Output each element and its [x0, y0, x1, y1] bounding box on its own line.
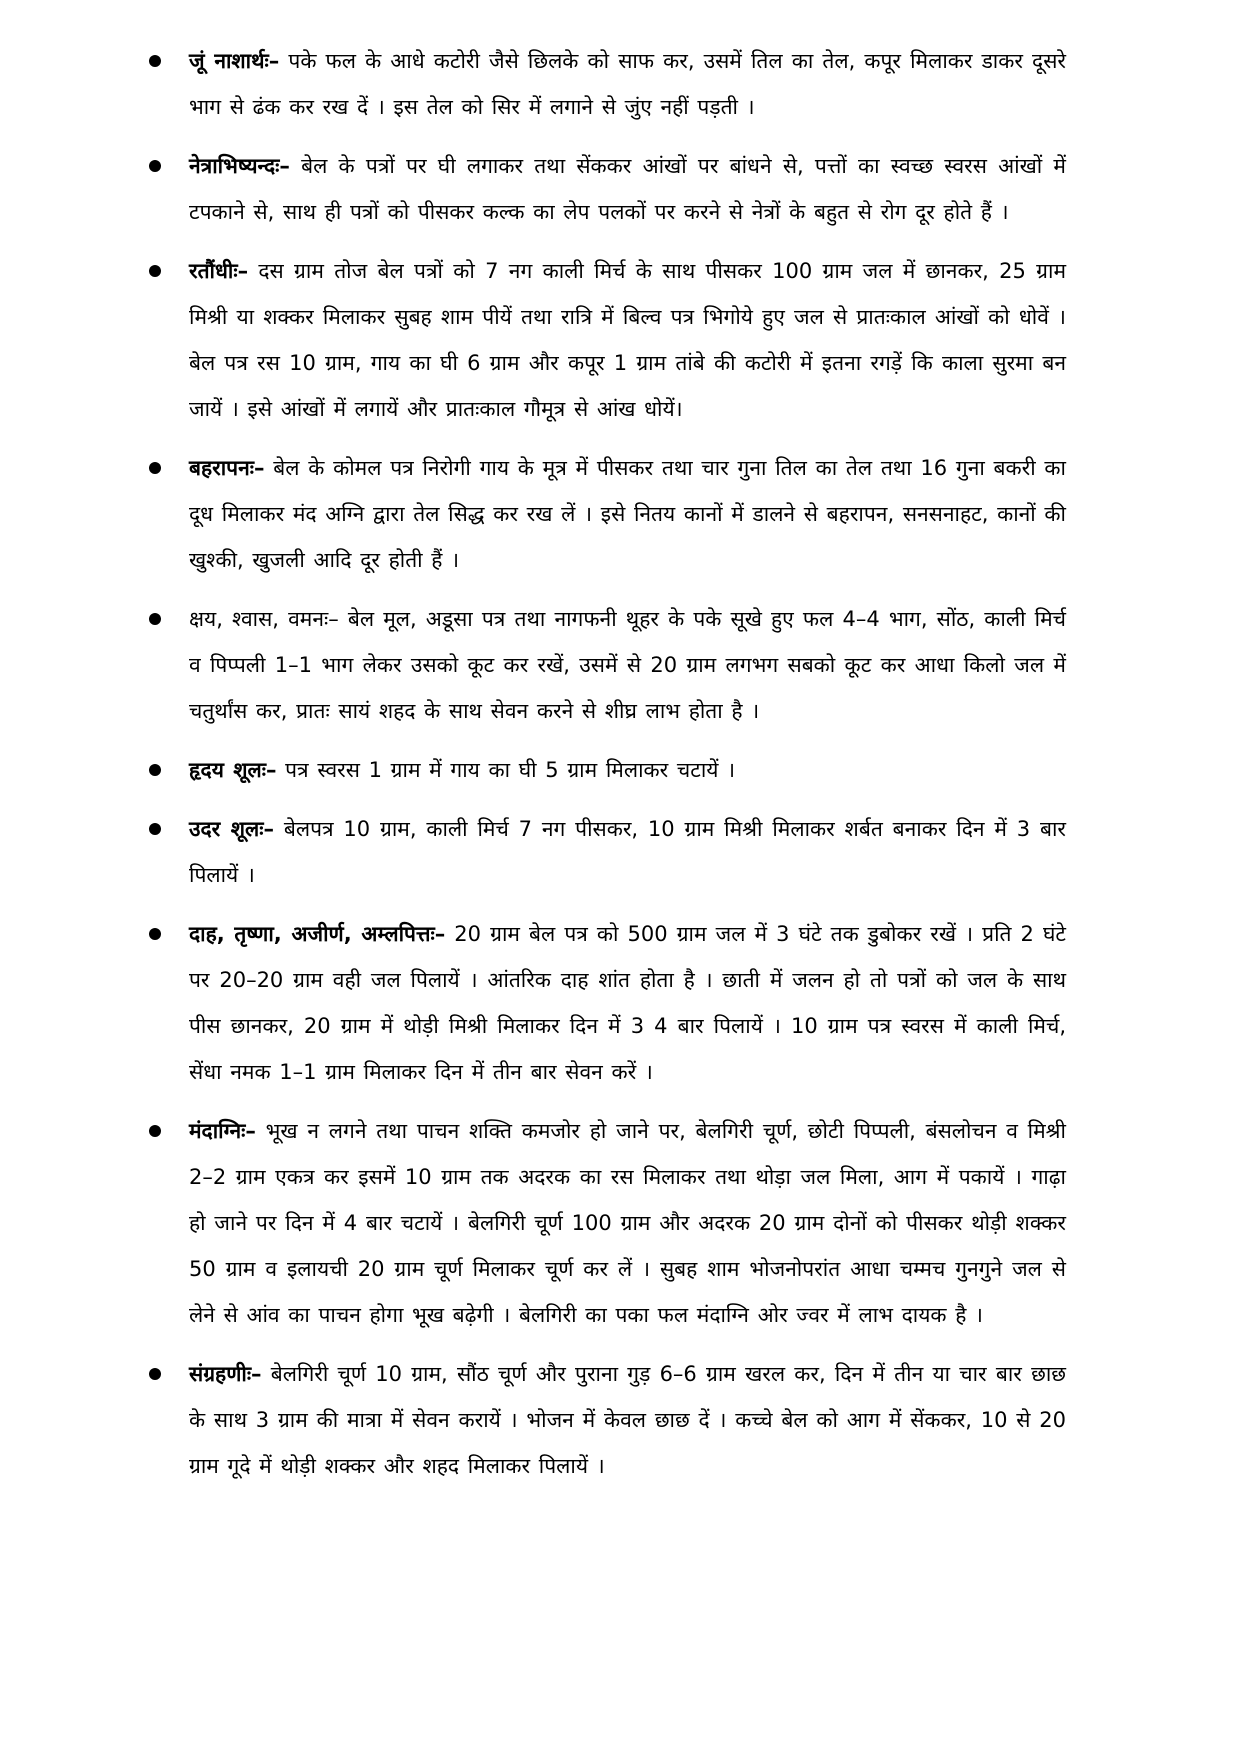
remedy-term: संग्रहणीः–	[189, 1362, 262, 1386]
list-item	[0, 38, 1066, 130]
remedy-text: बेलगिरी चूर्ण 10 ग्राम, सौंठ चूर्ण और पुराना गुड़ 6–6 ग्राम खरल कर, दिन में तीन या चार बार छाछ के साथ 3 ग्राम की मात्रा में सेवन करायें । भोजन में केवल छाछ दें । कच्चे बेल को आग में सेंककर, 10 से 20 ग्राम गूदे में थोड़ी शक्कर और शहद मिलाकर पिलायें ।	[189, 1362, 1066, 1478]
remedy-term: रतौंधीः–	[189, 259, 249, 283]
remedy-text: क्षय, श्वास, वमनः– बेल मूल, अडूसा पत्र तथा नागफनी थूहर के पके सूखे हुए फल 4–4 भाग, सोंठ, काली मिर्च व पिप्पली 1–1 भाग लेकर उसको कूट कर रखें, उसमें से 20 ग्राम लगभग सबको कूट कर आधा किलो जल में चतुर्थांस कर, प्रातः सायं शहद के साथ सेवन करने से शीघ्र लाभ होता है ।	[189, 607, 1066, 723]
list-item	[0, 445, 1066, 583]
remedy-text: बेलपत्र 10 ग्राम, काली मिर्च 7 नग पीसकर, 10 ग्राम मिश्री मिलाकर शर्बत बनाकर दिन में 3 बार पिलायें ।	[189, 817, 1066, 887]
remedy-term: बहरापनः–	[189, 456, 265, 480]
bullet-icon	[149, 160, 161, 172]
remedy-term: जूं नाशार्थः–	[189, 49, 280, 73]
remedy-text: पत्र स्वरस 1 ग्राम में गाय का घी 5 ग्राम मिलाकर चटायें ।	[276, 758, 736, 782]
remedy-list	[0, 38, 1240, 1502]
remedy-text: बेल के पत्रों पर घी लगाकर तथा सेंककर आंखों पर बांधने से, पत्तों का स्वच्छ स्वरस आंखों में टपकाने से, साथ ही पत्रों को पीसकर कल्क का लेप पलकों पर करने से नेत्रों के बहुत से रोग दूर होते हैं ।	[189, 154, 1066, 224]
bullet-icon	[149, 55, 161, 67]
remedy-text: पके फल के आधे कटोरी जैसे छिलके को साफ कर, उसमें तिल का तेल, कपूर मिलाकर डाकर दूसरे भाग से ढंक कर रख दें । इस तेल को सिर में लगाने से जुंए नहीं पड़ती ।	[189, 49, 1066, 119]
bullet-icon	[149, 764, 161, 776]
bullet-icon	[149, 1368, 161, 1380]
list-item	[0, 806, 1066, 898]
list-item	[0, 1108, 1066, 1338]
bullet-icon	[149, 613, 161, 625]
bullet-icon	[149, 1125, 161, 1137]
remedy-term: उदर शूलः–	[189, 817, 274, 841]
remedy-term: हृदय शूलः–	[189, 758, 277, 782]
remedy-term: मंदाग्निः–	[189, 1119, 256, 1143]
bullet-icon	[149, 928, 161, 940]
list-item	[0, 596, 1066, 734]
list-item	[0, 747, 1066, 793]
bullet-icon	[149, 462, 161, 474]
list-item	[0, 1351, 1066, 1489]
remedy-text: दस ग्राम तोज बेल पत्रों को 7 नग काली मिर्च के साथ पीसकर 100 ग्राम जल में छानकर, 25 ग्राम मिश्री या शक्कर मिलाकर सुबह शाम पीयें तथा रात्रि में बिल्व पत्र भिगोये हुए जल से प्रातःकाल आंखों को धोवें । बेल पत्र रस 10 ग्राम, गाय का घी 6 ग्राम और कपूर 1 ग्राम तांबे की कटोरी में इतना रगड़ें कि काला सुरमा बन जायें । इसे आंखों में लगायें और प्रातःकाल गौमूत्र से आंख धोयें।	[189, 259, 1066, 421]
remedy-term: दाह, तृष्णा, अजीर्ण, अम्लपित्तः–	[189, 922, 446, 946]
list-item	[0, 143, 1066, 235]
remedy-term: नेत्राभिष्यन्दः–	[189, 154, 290, 178]
list-item	[0, 911, 1066, 1095]
list-item	[0, 248, 1066, 432]
remedy-text: बेल के कोमल पत्र निरोगी गाय के मूत्र में पीसकर तथा चार गुना तिल का तेल तथा 16 गुना बकरी का दूध मिलाकर मंद अग्नि द्वारा तेल सिद्ध कर रख लें । इसे नितय कानों में डालने से बहरापन, सनसनाहट, कानों की खुश्की, खुजली आदि दूर होती हैं ।	[189, 456, 1066, 572]
remedy-text: भूख न लगने तथा पाचन शक्ति कमजोर हो जाने पर, बेलगिरी चूर्ण, छोटी पिप्पली, बंसलोचन व मिश्री 2–2 ग्राम एकत्र कर इसमें 10 ग्राम तक अदरक का रस मिलाकर तथा थोड़ा जल मिला, आग में पकायें । गाढ़ा हो जाने पर दिन में 4 बार चटायें । बेलगिरी चूर्ण 100 ग्राम और अदरक 20 ग्राम दोनों को पीसकर थोड़ी शक्कर 50 ग्राम व इलायची 20 ग्राम चूर्ण मिलाकर चूर्ण कर लें । सुबह शाम भोजनोपरांत आधा चम्मच गुनगुने जल से लेने से आंव का पाचन होगा भूख बढ़ेगी । बेलगिरी का पका फल मंदाग्नि ओर ज्वर में लाभ दायक है ।	[189, 1119, 1066, 1327]
remedy-text: 20 ग्राम बेल पत्र को 500 ग्राम जल में 3 घंटे तक डुबोकर रखें । प्रति 2 घंटे पर 20–20 ग्राम वही जल पिलायें । आंतरिक दाह शांत होता है । छाती में जलन हो तो पत्रों को जल के साथ पीस छानकर, 20 ग्राम में थोड़ी मिश्री मिलाकर दिन में 3 4 बार पिलायें । 10 ग्राम पत्र स्वरस में काली मिर्च, सेंधा नमक 1–1 ग्राम मिलाकर दिन में तीन बार सेवन करें ।	[189, 922, 1066, 1084]
bullet-icon	[149, 823, 161, 835]
bullet-icon	[149, 265, 161, 277]
